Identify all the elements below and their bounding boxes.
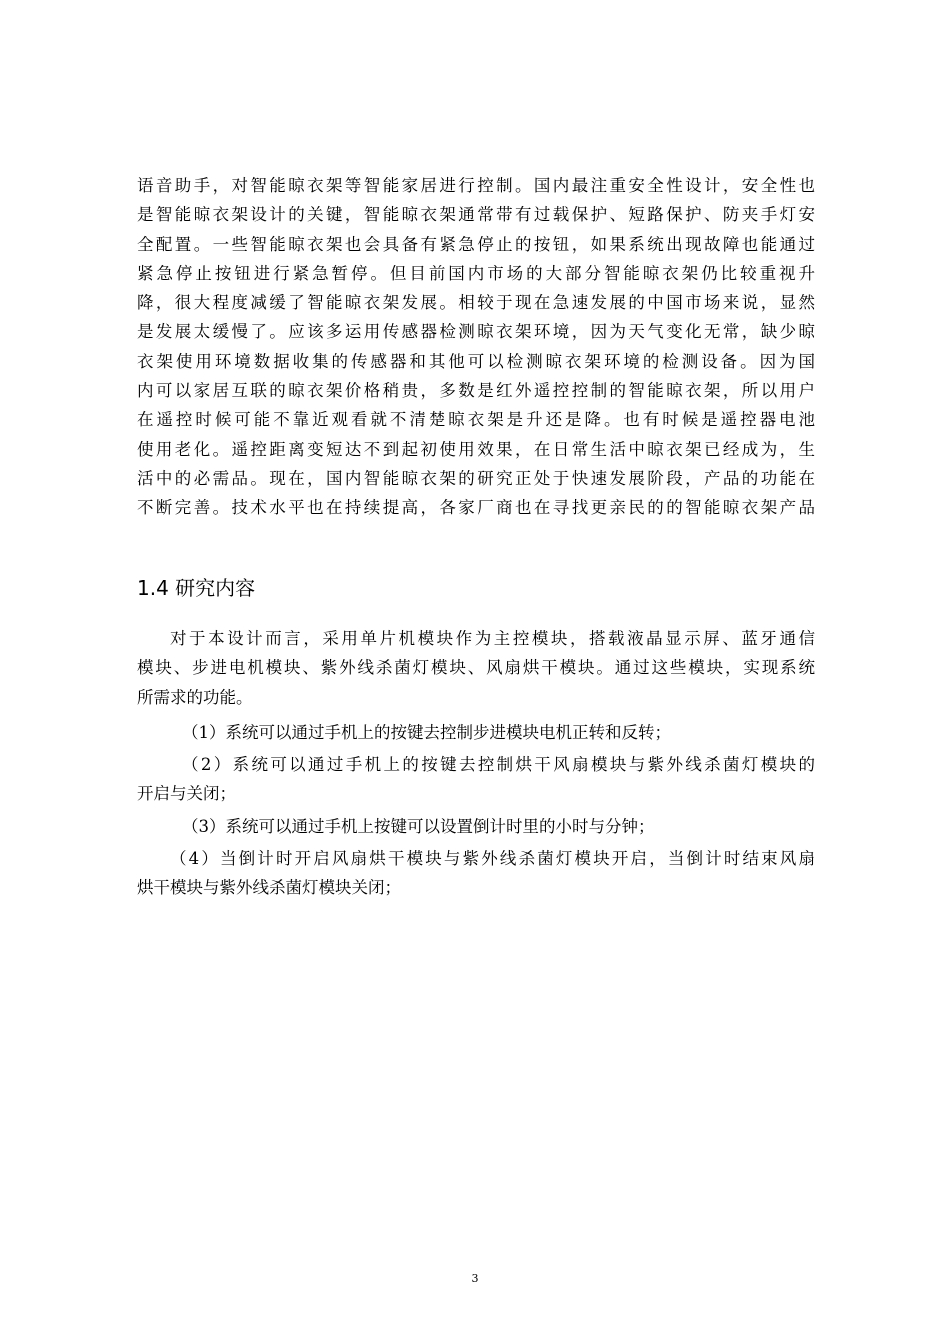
text-line: 使用老化。遥控距离变短达不到起初使用效果，在日常生活中晾衣架已经成为，生: [137, 439, 815, 459]
list-item: [137, 750, 815, 809]
text-line: 内可以家居互联的晾衣架价格稍贵，多数是红外遥控控制的智能晾衣架，所以用户: [137, 381, 815, 401]
body-paragraph: [137, 171, 815, 523]
text-line: 在遥控时候可能不靠近观看就不清楚晾衣架是升还是降。也有时候是遥控器电池: [137, 410, 815, 430]
text-line: 全配置。一些智能晾衣架也会具备有紧急停止的按钮，如果系统出现故障也能通过: [137, 234, 815, 254]
page-number: 3: [471, 1272, 479, 1285]
text-line: 是智能晾衣架设计的关键，智能晾衣架通常带有过载保护、短路保护、防夹手灯安: [137, 205, 815, 225]
text-line: 对于本设计而言，采用单片机模块作为主控模块，搭载液晶显示屏、蓝牙通信: [170, 629, 815, 648]
text-line: 语音助手，对智能晾衣架等智能家居进行控制。国内最注重安全性设计，安全性也: [137, 176, 815, 195]
text-line: 不断完善。技术水平也在持续提高，各家厂商也在寻找更亲民的的智能晾衣架产品: [137, 498, 815, 518]
text-line: 是发展太缓慢了。应该多运用传感器检测晾衣架环境，因为天气变化无常，缺少晾: [137, 322, 815, 342]
list-item: [137, 844, 815, 903]
list-item: [137, 718, 815, 747]
body-paragraph: [137, 624, 815, 712]
text-line: 开启与关闭；: [137, 784, 236, 804]
text-line: 模块、步进电机模块、紫外线杀菌灯模块、风扇烘干模块。通过这些模块，实现系统: [137, 658, 815, 678]
section-heading: 1.4 研究内容: [137, 576, 256, 600]
text-line: 紧急停止按钮进行紧急暂停。但目前国内市场的大部分智能晾衣架仍比较重视升: [137, 263, 815, 283]
text-line: 烘干模块与紫外线杀菌灯模块关闭；: [137, 878, 401, 898]
text-line: （4）当倒计时开启风扇烘干模块与紫外线杀菌灯模块开启，当倒计时结束风扇: [170, 849, 815, 868]
text-line: （2）系统可以通过手机上的按键去控制烘干风扇模块与紫外线杀菌灯模块的: [182, 755, 815, 774]
text-line: （3）系统可以通过手机上按键可以设置倒计时里的小时与分钟；: [182, 817, 655, 836]
text-line: （1）系统可以通过手机上的按键去控制步进模块电机正转和反转；: [182, 723, 671, 742]
text-line: 所需求的功能。: [137, 687, 253, 707]
list-item: [137, 812, 815, 841]
text-line: 活中的必需品。现在，国内智能晾衣架的研究正处于快速发展阶段，产品的功能在: [137, 468, 815, 488]
text-line: 衣架使用环境数据收集的传感器和其他可以检测晾衣架环境的检测设备。因为国: [137, 351, 815, 371]
text-line: 降，很大程度减缓了智能晾衣架发展。相较于现在急速发展的中国市场来说，显然: [137, 293, 815, 313]
